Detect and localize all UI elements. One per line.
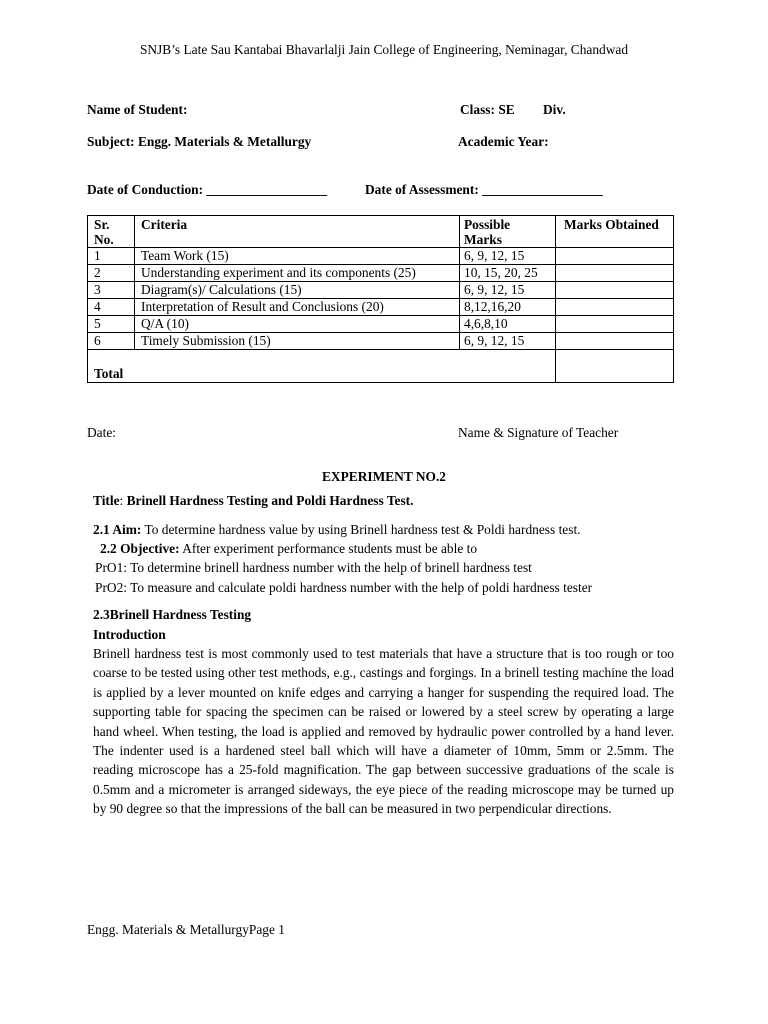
page-footer: Engg. Materials & MetallurgyPage 1 xyxy=(87,922,285,937)
row-obtained xyxy=(556,282,674,299)
row-obtained xyxy=(556,333,674,350)
objective-label: 2.2 Objective: xyxy=(100,541,180,556)
aim-text: To determine hardness value by using Brinell hardness test & Poldi hardness test. xyxy=(144,522,581,537)
row-sr: 1 xyxy=(88,248,135,265)
date-of-assessment: Date of Assessment: __________________ xyxy=(365,182,603,197)
class-label: Class: SE xyxy=(460,102,515,117)
objective-text: After experiment performance students must be able to xyxy=(182,541,478,556)
row-obtained xyxy=(556,299,674,316)
student-name-label: Name of Student: xyxy=(87,102,188,117)
row-sr: 2 xyxy=(88,265,135,282)
table-row xyxy=(88,265,674,282)
row-sr: 4 xyxy=(88,299,135,316)
row-criteria: Team Work (15) xyxy=(135,248,460,265)
row-possible: 10, 15, 20, 25 xyxy=(460,265,556,282)
row-obtained xyxy=(556,265,674,282)
subject-label: Subject: Engg. Materials & Metallurgy xyxy=(87,134,312,149)
table-row xyxy=(88,248,674,265)
row-obtained xyxy=(556,316,674,333)
aim-label: 2.1 Aim: xyxy=(93,522,142,537)
table-row xyxy=(88,299,674,316)
row-possible: 8,12,16,20 xyxy=(460,299,556,316)
table-row xyxy=(88,282,674,299)
pro2-line: PrO2: To measure and calculate poldi hardness number with the help of poldi hardness tester xyxy=(95,580,593,595)
title-label: Title xyxy=(93,493,120,508)
objective-line xyxy=(100,541,477,557)
academic-year-label: Academic Year: xyxy=(458,134,549,149)
row-possible: 6, 9, 12, 15 xyxy=(460,333,556,350)
intro-heading: Introduction xyxy=(93,627,166,642)
intro-paragraph: Brinell hardness test is most commonly used to test materials that have a structure that is too rough or too coarse to be tested using other test methods, e.g., castings and forgings. In a brinell testing machine the load is applied by a lever mounted on knife edges and carrying a hanger for suspending the required load. The supporting table for spacing the specimen can be raised or lowered by a steel screw by operating a large hand wheel. When testing, the load is applied and removed by hydraulic power controlled by a hand lever. The indenter used is a hardened steel ball which will have a diameter of 10mm, 5mm or 2.5mm. The reading microscope has a 25-fold magnification. The gap between successive graduations of the scale is 0.5mm and a micrometer is arranged sideways, the eye piece of the reading microscope may be turned up by 90 degree so that the impressions of the ball can be measured in two perpendicular directions. xyxy=(93,646,674,817)
total-obtained xyxy=(556,350,674,383)
date-label: Date: xyxy=(87,425,116,440)
table-row xyxy=(88,333,674,350)
row-sr: 6 xyxy=(88,333,135,350)
teacher-signature-label: Name & Signature of Teacher xyxy=(458,425,619,440)
header-marks-obtained: Marks Obtained xyxy=(556,216,674,248)
div-label: Div. xyxy=(543,102,566,117)
aim-line xyxy=(93,522,581,538)
row-criteria: Understanding experiment and its components (25) xyxy=(135,265,460,282)
header-sr-no: Sr. No. xyxy=(88,216,135,248)
row-possible: 6, 9, 12, 15 xyxy=(460,248,556,265)
college-header: SNJB’s Late Sau Kantabai Bhavarlalji Jain College of Engineering, Neminagar, Chandwad xyxy=(139,42,629,57)
table-total-row xyxy=(88,350,674,383)
row-criteria: Q/A (10) xyxy=(135,316,460,333)
header-criteria: Criteria xyxy=(135,216,460,248)
title-text: Brinell Hardness Testing and Poldi Hardness Test. xyxy=(126,493,414,508)
row-criteria: Timely Submission (15) xyxy=(135,333,460,350)
table-row xyxy=(88,316,674,333)
marks-table xyxy=(87,215,674,383)
date-of-conduction: Date of Conduction: __________________ xyxy=(87,182,327,197)
row-possible: 4,6,8,10 xyxy=(460,316,556,333)
section-heading: 2.3Brinell Hardness Testing xyxy=(93,607,252,622)
table-header-row xyxy=(88,216,674,248)
experiment-title: Title: Brinell Hardness Testing and Poldi Hardness Test. xyxy=(93,493,414,508)
experiment-heading: EXPERIMENT NO.2 xyxy=(321,469,446,484)
header-possible-marks: Possible Marks xyxy=(460,216,556,248)
row-possible: 6, 9, 12, 15 xyxy=(460,282,556,299)
pro1-line: PrO1: To determine brinell hardness number with the help of brinell hardness test xyxy=(95,560,532,575)
row-sr: 5 xyxy=(88,316,135,333)
total-label: Total xyxy=(88,350,556,383)
row-obtained xyxy=(556,248,674,265)
row-criteria: Diagram(s)/ Calculations (15) xyxy=(135,282,460,299)
row-criteria: Interpretation of Result and Conclusions (20) xyxy=(135,299,460,316)
row-sr: 3 xyxy=(88,282,135,299)
